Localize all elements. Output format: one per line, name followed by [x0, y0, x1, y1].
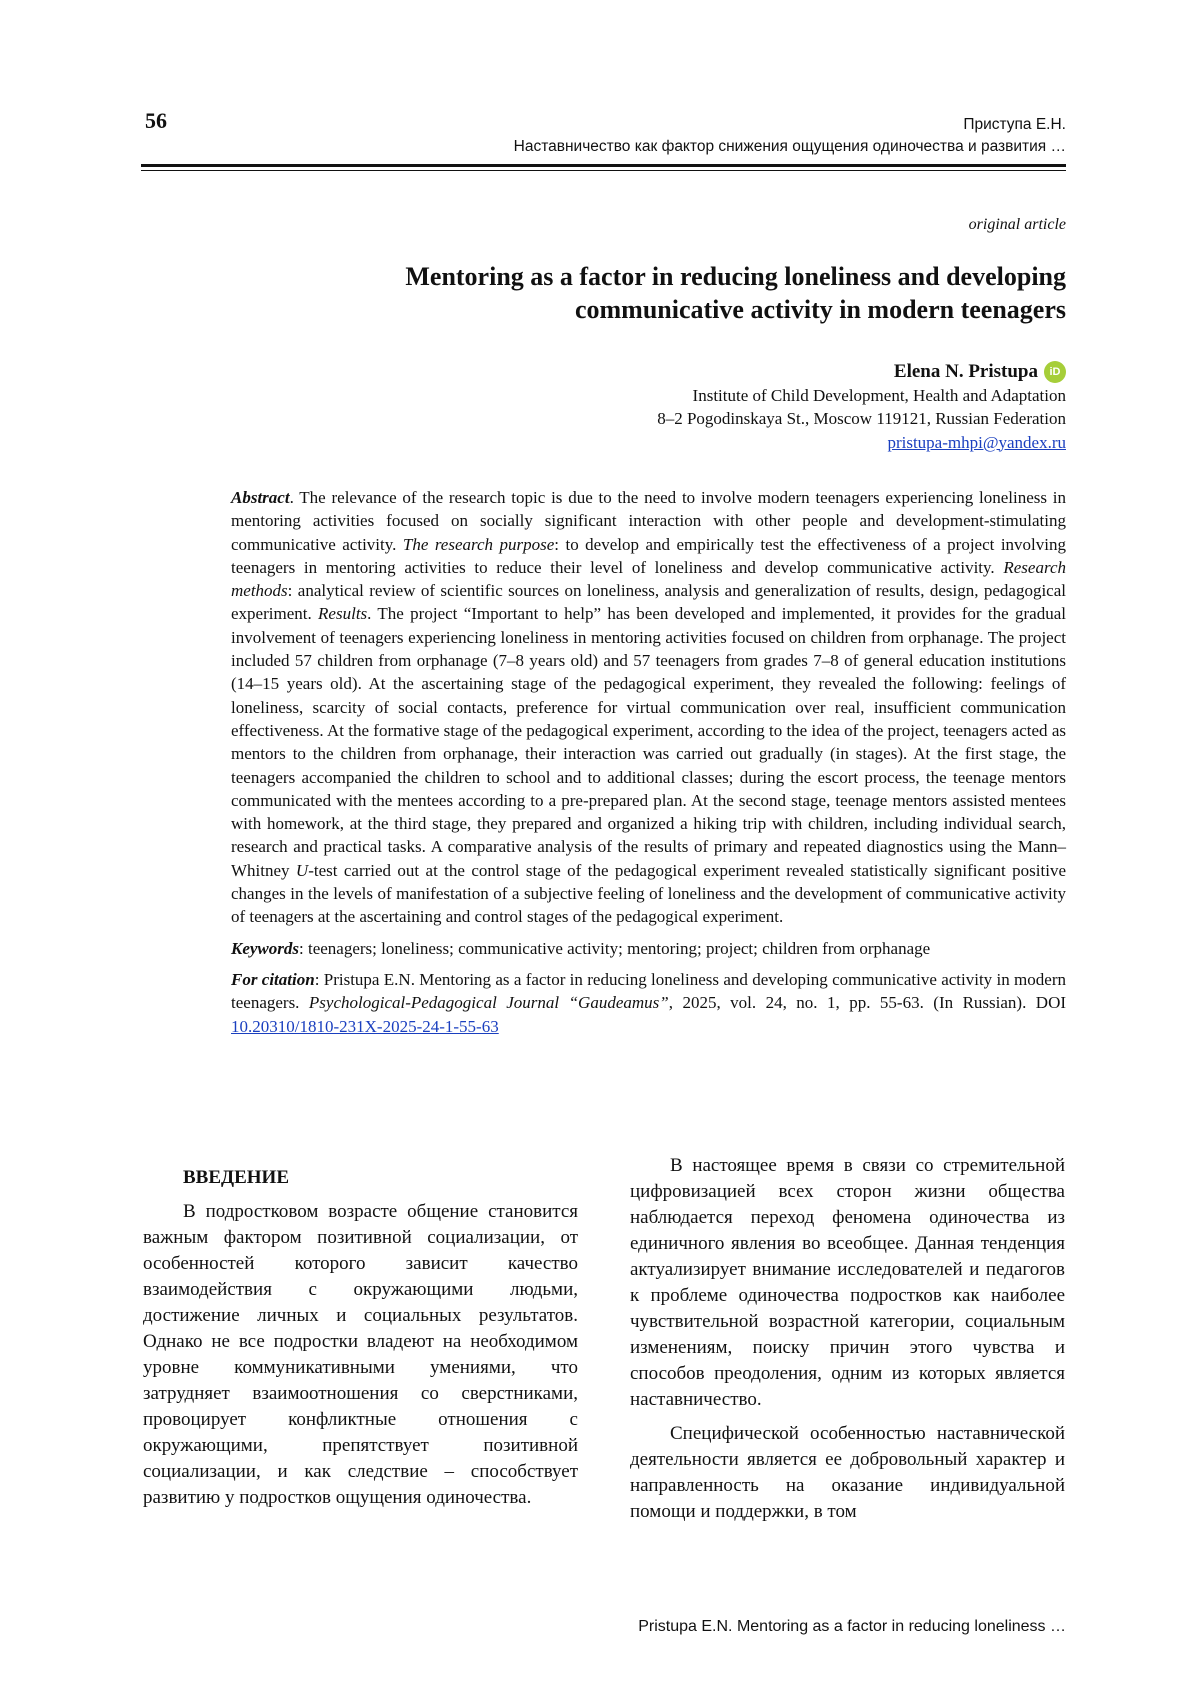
abstract-results-label: Results	[318, 604, 368, 624]
citation-paragraph	[231, 968, 1066, 1038]
citation-text-2: , 2025, vol. 24, no. 1, pp. 55-63. (In Russian). DOI	[668, 993, 1067, 1013]
body-paragraph: Специфической особенностью наставнической деятельности является ее добровольный характер и направленность на оказание индивидуальной помощи и поддержки, в том	[630, 1423, 1065, 1522]
body-paragraph: В подростковом возрасте общение становится важным фактором позитивной социализации, от особенностей которого зависит качество взаимодействия с окружающими людьми, достижение личных и социальных результатов. Однако не все подростки владеют на необходимом уровне коммуникативными умениями, что затрудняет взаимоотношения со сверстниками, провоцирует конфликтные отношения с окружающими, препятствует позитивной социализации, и как следствие – способствует развитию у подростков ощущения одиночества.	[143, 1201, 578, 1508]
running-footer: Pristupa E.N. Mentoring as a factor in reducing loneliness …	[638, 1618, 1066, 1635]
citation-label: For citation	[231, 969, 315, 989]
page-number: 56	[145, 108, 167, 133]
header-author: Приступа Е.Н.	[963, 116, 1066, 133]
article-type: original article	[968, 216, 1066, 233]
header-running-title: Наставничество как фактор снижения ощущения одиночества и развития …	[513, 138, 1066, 155]
body-column-right	[630, 1153, 1065, 1533]
abstract-text-1: . The relevance of the research topic is due to the need to involve modern teenagers experiencing loneliness in mentoring activities focused on socially significant interaction with other people and development-stimulating communicative activity.	[231, 488, 1066, 554]
abstract-text-5: -test carried out at the control stage of the pedagogical experiment revealed statistically significant positive changes in the levels of manifestation of a subjective feeling of loneliness and the development of communicative activity of teenagers at the ascertaining and control stages of the pedagogical experiment.	[231, 860, 1066, 927]
abstract-u-letter: U	[295, 860, 309, 880]
keywords-paragraph	[231, 937, 1066, 960]
keywords-label: Keywords	[231, 938, 299, 958]
body-paragraph: В настоящее время в связи со стремительной цифровизацией всех сторон жизни общества наблюдается переход феномена одиночества из единичного явления во всеобщее. Данная тенденция актуализирует внимание исследователей и педагогов к проблеме одиночества подростков как наиболее чувствительной возрастной категории, социальным изменениям, поиску причин этого чувства и способов преодоления, одним из которых является наставничество.	[630, 1155, 1065, 1410]
author-address: 8–2 Pogodinskaya St., Moscow 119121, Russian Federation	[657, 409, 1066, 428]
abstract-text-3: : analytical review of scientific sources on loneliness, analysis and generalization of results, design, pedagogical experiment.	[231, 581, 1066, 624]
citation-journal: Psychological-Pedagogical Journal “Gaudeamus”	[308, 993, 669, 1013]
keywords-text: : teenagers; loneliness; communicative activity; mentoring; project; children from orphanage	[299, 938, 931, 958]
author-email-link[interactable]: pristupa-mhpi@yandex.ru	[887, 432, 1066, 452]
body-column-left	[143, 1165, 578, 1519]
citation-text-1: : Pristupa E.N. Mentoring as a factor in reducing loneliness and developing communicative activity in modern teenagers.	[231, 969, 1066, 1013]
doi-link[interactable]: 10.20310/1810-231X-2025-24-1-55-63	[231, 1016, 499, 1036]
author-affiliation: Institute of Child Development, Health and Adaptation	[692, 385, 1066, 405]
header-rule-thin	[141, 170, 1066, 171]
orcid-icon[interactable]: iD	[1044, 361, 1066, 383]
author-block	[657, 360, 1066, 454]
abstract-methods-label: Research methods	[231, 557, 1066, 601]
article-title: Mentoring as a factor in reducing loneliness and developing communicative activity in modern teenagers	[405, 262, 1066, 324]
author-name-text: Elena N. Pristupa	[893, 361, 1038, 382]
header-rule-thick	[141, 164, 1066, 167]
abstract-text-4: . The project “Important to help” has been developed and implemented, it provides for the gradual involvement of teenagers experiencing loneliness in mentoring activities focused on children from orphanage. The project included 57 children from orphanage (7–8 years old) and 57 teenagers from grades 7–8 of general education institutions (14–15 years old). At the ascertaining stage of the pedagogical experiment, they revealed the following: feelings of loneliness, scarcity of social contacts, preference for virtual communication over real, insufficient communication effectiveness. At the formative stage of the pedagogical experiment, according to the idea of the project, teenagers acted as mentors to the children from orphanage, their interaction was carried out gradually (in stages). At the first stage, the teenagers accompanied the children to school and to additional classes; during the escort process, the teenage mentors communicated with the mentees according to a pre-prepared plan. At the second stage, teenage mentors assisted mentees with homework, at the third stage, they prepared and organized a hiking trip with children, including individual search, research and practical tasks. A comparative analysis of the results of primary and repeated diagnostics using the Mann–Whitney	[231, 604, 1066, 880]
running-header	[514, 114, 1066, 158]
abstract-text-2: : to develop and empirically test the effectiveness of a project involving teenagers in mentoring activities to reduce their level of loneliness and develop communicative activity.	[231, 534, 1066, 577]
section-heading-introduction: ВВЕДЕНИЕ	[183, 1167, 289, 1188]
abstract-paragraph	[231, 486, 1066, 929]
abstract-purpose-label: The research purpose	[402, 534, 555, 554]
author-name	[894, 360, 1066, 384]
abstract-block	[231, 486, 1066, 1046]
abstract-label: Abstract	[231, 488, 290, 507]
